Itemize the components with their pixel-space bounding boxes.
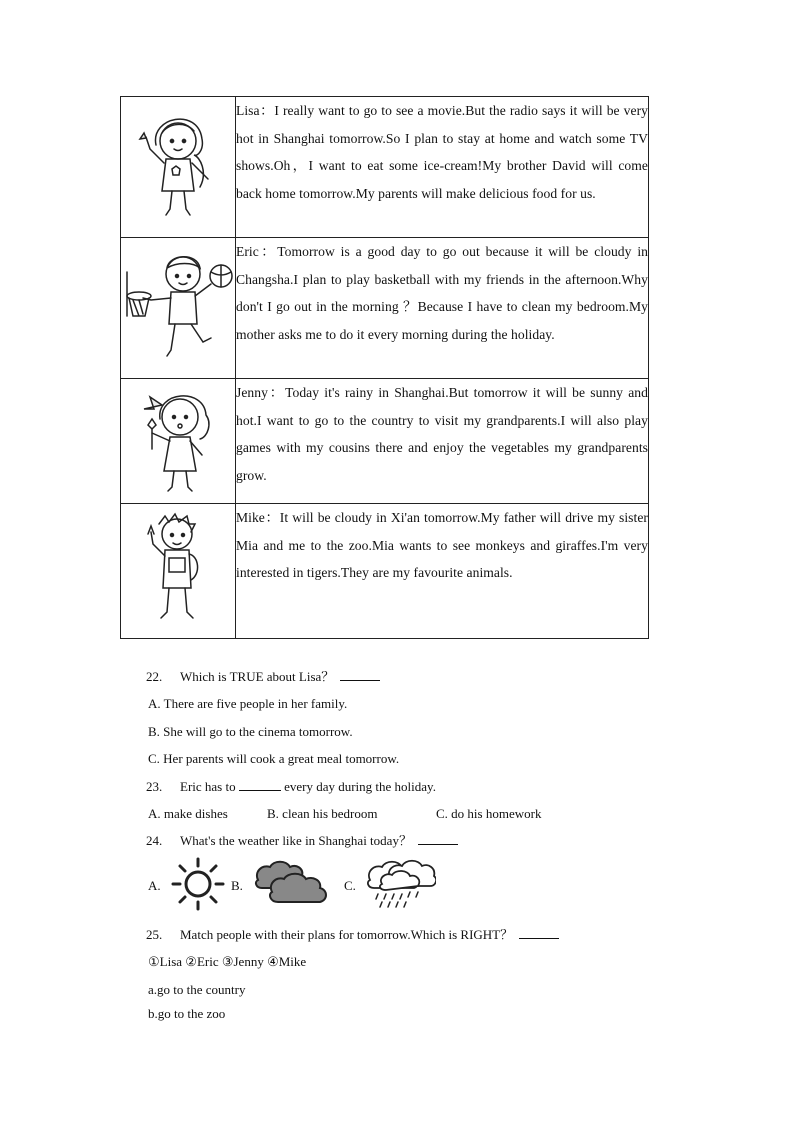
question-number: 22. [146,669,163,684]
question-number: 23. [146,778,163,794]
question-stem-continued: every day during the holiday. [284,778,436,794]
option-c: C. do his homework [436,805,542,821]
question-stem: Eric has to [180,778,236,794]
passage-row-lisa [121,97,649,238]
question-stem: What's the weather like in Shanghai today？ [180,833,412,849]
question-22 [146,666,666,693]
option-c: C. Her parents will cook a great meal tomorrow. [148,751,400,767]
option-a-label: A. [148,877,161,893]
passages-table [120,96,649,639]
lisa-passage: Lisa：I really want to go to see a movie.But the radio says it will be very hot in Shanghai tomorrow.So I plan to stay at home and watch some TV shows.Oh，I want to eat some ice-cream!My brother David will come back home tomorrow.My parents will make delicious food for us. [236,97,649,238]
question-number: 24. [146,833,163,849]
option-b: B. clean his bedroom [267,805,378,821]
mike-passage: Mike：It will be cloudy in Xi'an tomorrow.My father will drive my sister Mia and me to the zoo.Mia wants to see monkeys and giraffes.I'm very interested in tigers.They are my favourite animals. [236,504,649,639]
sun-icon [170,856,226,912]
eric-illustration [121,238,236,379]
question-25 [146,924,666,951]
jenny-illustration [121,379,236,504]
option-c-label: C. [344,877,356,893]
option-a: A. There are five people in her family. [148,696,348,712]
answer-blank[interactable] [418,832,458,845]
jenny-passage: Jenny：Today it's rainy in Shanghai.But tomorrow it will be sunny and hot.I want to go to the country to visit my grandparents.I will also play games with my cousins there and enjoy the vegetables my grandparents grow. [236,379,649,504]
plan-a: a.go to the country [148,981,246,997]
answer-blank[interactable] [340,668,380,681]
question-24 [146,830,666,857]
answer-blank[interactable] [239,778,281,791]
passage-row-jenny [121,379,649,504]
eric-passage: Eric：Tomorrow is a good day to go out because it will be cloudy in Changsha.I plan to play basketball with my friends in the afternoon.Why don't I go out in the morning ？Because I have to clean my bedroom.My mother asks me to do it every morning during the holiday. [236,238,649,379]
rain-cloud-icon [364,856,436,912]
question-23 [146,776,666,803]
cloud-icon [252,858,330,908]
question-number: 25. [146,926,163,942]
plan-b: b.go to the zoo [148,1005,226,1021]
mike-illustration [121,504,236,639]
option-b: B. She will go to the cinema tomorrow. [148,723,353,739]
option-a: A. make dishes [148,805,228,821]
question-stem: Match people with their plans for tomorrow.Which is RIGHT？ [180,926,514,942]
option-b-label: B. [231,877,243,893]
passage-row-eric [121,238,649,379]
question-23-options [146,803,666,830]
passage-row-mike [121,504,649,639]
lisa-illustration [121,97,236,238]
answer-blank[interactable] [519,926,559,939]
question-24-options [146,858,666,920]
question-25-people: ①Lisa ②Eric ③Jenny ④Mike [148,954,307,970]
questions-section [146,666,666,1030]
question-stem: Which is TRUE about Lisa？ [180,669,335,684]
